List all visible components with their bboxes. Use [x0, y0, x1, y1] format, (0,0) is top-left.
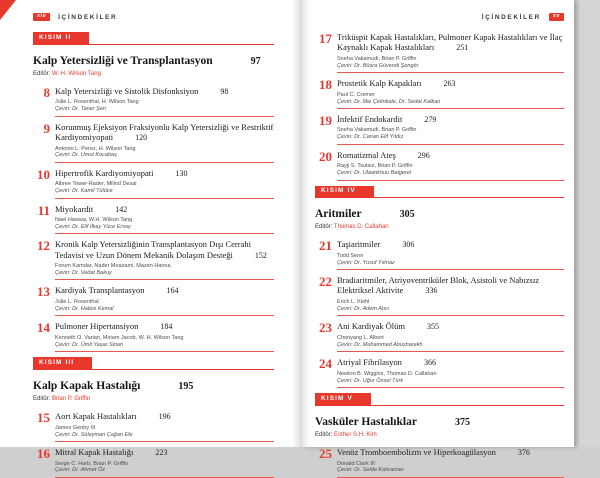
editor-name: Esther S.H. Kim — [334, 431, 377, 438]
chapter-page-number: 142 — [115, 204, 128, 214]
toc-chapter-entry — [33, 285, 274, 316]
chapter-translator: Çeviri: Dr. Taner Şen — [55, 106, 106, 113]
toc-chapter-entry — [315, 114, 564, 145]
chapter-page-number: 279 — [424, 114, 437, 124]
chapter-number: 10 — [37, 166, 50, 182]
chapter-title: Bradiaritmiler, Atriyoventriküler Blok, Asistoli ve Nabızsız Elektriksel Aktivite — [337, 275, 539, 296]
chapter-number: 16 — [37, 445, 50, 461]
chapter-page-number: 336 — [425, 286, 438, 296]
divider-rule — [337, 387, 564, 388]
folio-badge: xv — [549, 13, 564, 22]
chapter-title: Korunmuş Ejeksiyon Fraksiyonlu Kalp Yetersizliği ve Restriktif Kardiyomiyopati — [55, 121, 274, 142]
chapter-title: Kronik Kalp Yetersizliğinin Transplantasyon Dışı Cerrahi Tedavisi ve Uzun Dönem Mekanik Dolaşım Desteği — [55, 239, 251, 260]
chapter-title: İnfektif Endokardit — [337, 113, 403, 124]
chapter-translator: Çeviri: Dr. İlke Çetinkale, Dr. Sedat Kalkan — [337, 98, 441, 105]
chapter-translator: Çeviri: Dr. Vedat Bakuy — [55, 270, 112, 277]
section-header — [315, 186, 564, 231]
section-page-number: 195 — [178, 380, 194, 392]
editor-label: Editör: — [33, 396, 51, 403]
chapter-number: 18 — [319, 77, 332, 93]
chapter-number: 21 — [319, 238, 332, 254]
chapter-translator: Çeviri: Dr. Büşra Güvendi Şengör — [337, 62, 419, 69]
chapter-authors: Forum Kamdar, Nader Moazami, Mazen Hanna — [55, 263, 171, 270]
chapter-title: Kalp Yetersizliği ve Sistolik Disfonksiyon — [55, 85, 199, 96]
toc-chapter-entry — [315, 447, 564, 478]
chapter-translator: Çeviri: Dr. Canan Elif Yıldız — [337, 134, 404, 141]
section-badge-row — [315, 186, 564, 199]
chapter-number: 20 — [319, 148, 332, 164]
divider-rule — [55, 198, 274, 199]
toc-chapter-entry — [33, 411, 274, 442]
divider-rule — [55, 351, 274, 352]
editor-name: Brian P. Griffin — [52, 396, 91, 403]
chapter-authors: Newton B. Wiggins, Thomas D. Callahan — [337, 370, 437, 377]
editor-label: Editör: — [315, 431, 333, 438]
chapter-number: 9 — [43, 120, 50, 136]
chapter-page-number: 152 — [254, 250, 267, 260]
toc-chapter-entry — [33, 168, 274, 199]
toc-content — [315, 32, 564, 478]
chapter-authors: Todd Senn — [337, 253, 364, 260]
divider-rule — [337, 351, 564, 352]
section-header — [33, 32, 274, 77]
page-header — [315, 12, 564, 22]
chapter-authors: Julie L. Rosenthal — [55, 299, 99, 306]
toc-chapter-entry — [315, 239, 564, 270]
chapter-translator: Çeviri: Dr. Ümit Yaşar Sinan — [55, 341, 124, 348]
chapter-number: 24 — [319, 356, 332, 372]
section-badge-row — [315, 393, 564, 406]
chapter-translator: Çeviri: Dr. Yusuf Yılmaz — [337, 259, 395, 266]
chapter-page-number: 296 — [417, 150, 430, 160]
chapter-number: 25 — [319, 445, 332, 461]
section-badge-row — [33, 357, 274, 370]
chapter-page-number: 355 — [427, 322, 439, 332]
section-badge: KISIM V — [315, 393, 371, 405]
chapter-title: Aort Kapak Hastalıkları — [55, 411, 137, 422]
chapter-number: 13 — [37, 284, 50, 300]
chapter-translator: Çeviri: Dr. Elif İlkay Yüce Ersoy — [55, 224, 131, 231]
chapter-authors: Chonyang L. Albert — [337, 334, 384, 341]
chapter-authors: Nael Hawwa, W.H. Wilson Tang — [55, 217, 133, 224]
chapter-translator: Çeviri: Dr. Kamil Tülüce — [55, 188, 113, 195]
toc-chapter-entry — [33, 239, 274, 280]
chapter-number: 17 — [319, 31, 332, 46]
section-badge-row — [33, 32, 274, 45]
chapter-page-number: 251 — [456, 43, 469, 53]
toc-chapter-entry — [33, 321, 274, 352]
chapter-page-number: 120 — [135, 132, 148, 142]
divider-rule — [337, 108, 564, 109]
section-title: Kalp Kapak Hastalığı — [33, 379, 141, 392]
editor-label: Editör: — [315, 224, 333, 231]
toc-chapter-entry — [33, 122, 274, 163]
chapter-number: 15 — [37, 410, 50, 426]
chapter-authors: James Gentry III — [55, 424, 96, 431]
chapter-number: 22 — [319, 274, 332, 290]
section-page-number: 375 — [454, 416, 470, 428]
section-title: Kalp Yetersizliği ve Transplantasyon — [33, 54, 213, 67]
toc-content — [33, 32, 274, 478]
section-title: Vasküler Hastalıklar — [315, 415, 417, 428]
chapter-authors: Sneha Vakamudi, Brian P. Griffin — [337, 55, 417, 62]
chapter-authors: Serge C. Harb, Brian P. Griffin — [55, 460, 129, 467]
chapter-title: Pulmoner Hipertansiyon — [55, 321, 139, 332]
corner-fold-marker — [0, 0, 16, 20]
editor-name: Thomas D. Callahan — [333, 224, 389, 231]
chapter-title: Hipertrofik Kardiyomiyopati — [55, 167, 154, 178]
chapter-title: Ani Kardiyak Ölüm — [337, 321, 405, 332]
chapter-title: Triküspit Kapak Hastalıkları, Pulmoner Kapak Hastalıkları ve İlaç Kaynaklı Kapak Hastalıkları — [337, 32, 563, 53]
chapter-number: 8 — [43, 84, 50, 100]
chapter-page-number: 130 — [175, 168, 188, 178]
chapter-translator: Çeviri: Dr. Süleyman Çağan Efe — [55, 431, 133, 438]
chapter-authors: Albree Tower-Rader, Milind Desai — [55, 181, 137, 188]
chapter-translator: Çeviri: Dr. Muhammed Abusharekh — [337, 341, 423, 348]
chapter-title: Venöz Tromboembolizm ve Hiperkoagülasyon — [337, 446, 496, 457]
chapter-page-number: 184 — [160, 322, 173, 332]
divider-rule — [337, 315, 564, 316]
folio-badge: xiv — [33, 13, 50, 22]
chapter-translator: Çeviri: Dr. Uğur Önsel Türk — [337, 377, 404, 384]
chapter-authors: Erich L. Kiehl — [337, 299, 370, 306]
chapter-authors: Antonio L. Perez, H. Wilson Tang — [55, 145, 136, 152]
chapter-translator: Çeviri: Dr. Umut Kocabaş — [55, 152, 117, 159]
chapter-title: Romatizmal Ateş — [337, 149, 396, 160]
section-page-number: 97 — [250, 55, 261, 67]
chapter-title: Miyokardit — [55, 203, 94, 214]
chapter-authors: Paul C. Cremer — [337, 91, 375, 98]
divider-rule — [55, 233, 274, 234]
toc-page-right — [302, 0, 574, 474]
section-page-number: 305 — [399, 209, 415, 221]
chapter-translator: Çeviri: Dr. Adem Atıcı — [337, 305, 390, 312]
running-head: İÇİNDEKİLER — [481, 13, 541, 21]
chapter-translator: Çeviri: Dr. Ulaankhuu Batgerel — [337, 170, 412, 177]
chapter-page-number: 366 — [423, 358, 436, 368]
chapter-page-number: 223 — [155, 447, 168, 457]
toc-chapter-entry — [315, 321, 564, 352]
divider-rule — [337, 144, 564, 145]
chapter-translator: Çeviri: Dr. Selda Kahraman — [337, 467, 404, 474]
section-badge: KISIM IV — [315, 186, 374, 198]
chapter-number: 11 — [37, 202, 50, 218]
toc-page-left — [0, 0, 302, 474]
section-header — [33, 357, 274, 402]
chapter-page-number: 98 — [220, 86, 229, 96]
chapter-number: 19 — [319, 112, 332, 128]
chapter-title: Prostetik Kalp Kapakları — [337, 78, 422, 89]
chapter-page-number: 164 — [166, 286, 179, 296]
divider-rule — [55, 116, 274, 117]
toc-chapter-entry — [315, 150, 564, 181]
toc-chapter-entry — [33, 86, 274, 117]
divider-rule — [55, 279, 274, 280]
divider-rule — [55, 441, 274, 442]
toc-chapter-entry — [315, 357, 564, 388]
chapter-authors: Rayji S. Tsutsui, Brian P. Griffin — [337, 163, 413, 170]
divider-rule — [337, 269, 564, 270]
editor-label: Editör: — [33, 70, 51, 77]
section-badge: KISIM III — [33, 357, 92, 369]
chapter-page-number: 376 — [517, 447, 530, 457]
divider-rule — [337, 72, 564, 73]
chapter-page-number: 306 — [402, 240, 415, 250]
toc-chapter-entry — [315, 78, 564, 109]
toc-chapter-entry — [33, 204, 274, 235]
section-badge: KISIM II — [33, 32, 89, 44]
chapter-authors: Sneha Vakamudi, Brian P. Griffin — [337, 127, 417, 134]
chapter-translator: Çeviri: Dr. Hatice Kemal — [55, 305, 114, 312]
chapter-page-number: 196 — [158, 412, 171, 422]
editor-name: W. H. Wilson Tang — [52, 70, 101, 77]
toc-chapter-entry — [315, 275, 564, 316]
toc-chapter-entry — [33, 447, 274, 478]
chapter-number: 12 — [37, 238, 50, 254]
chapter-translator: Çeviri: Dr. Ahmet Öz — [55, 467, 106, 474]
chapter-authors: Julie L. Rosenthal, H. Wilson Tang — [55, 99, 139, 106]
page-header — [33, 12, 274, 22]
chapter-title: Taşiaritmiler — [337, 239, 381, 250]
divider-rule — [55, 315, 274, 316]
section-title: Aritmiler — [315, 208, 362, 221]
divider-rule — [337, 180, 564, 181]
chapter-number: 14 — [37, 320, 50, 336]
chapter-title: Atriyal Fibrilasyon — [337, 357, 402, 368]
chapter-title: Kardiyak Transplantasyon — [55, 285, 145, 296]
chapter-authors: Donald Clark III — [337, 460, 375, 467]
chapter-page-number: 263 — [443, 79, 456, 89]
chapter-number: 23 — [319, 320, 332, 336]
divider-rule — [55, 162, 274, 163]
running-head: İÇİNDEKİLER — [58, 13, 118, 21]
chapter-authors: Kenneth O. Varian, Miriam Jacob, W. H. Wilson Tang — [55, 334, 184, 341]
section-header — [315, 393, 564, 438]
chapter-title: Mitral Kapak Hastalığı — [55, 446, 134, 457]
toc-chapter-entry — [315, 32, 564, 73]
